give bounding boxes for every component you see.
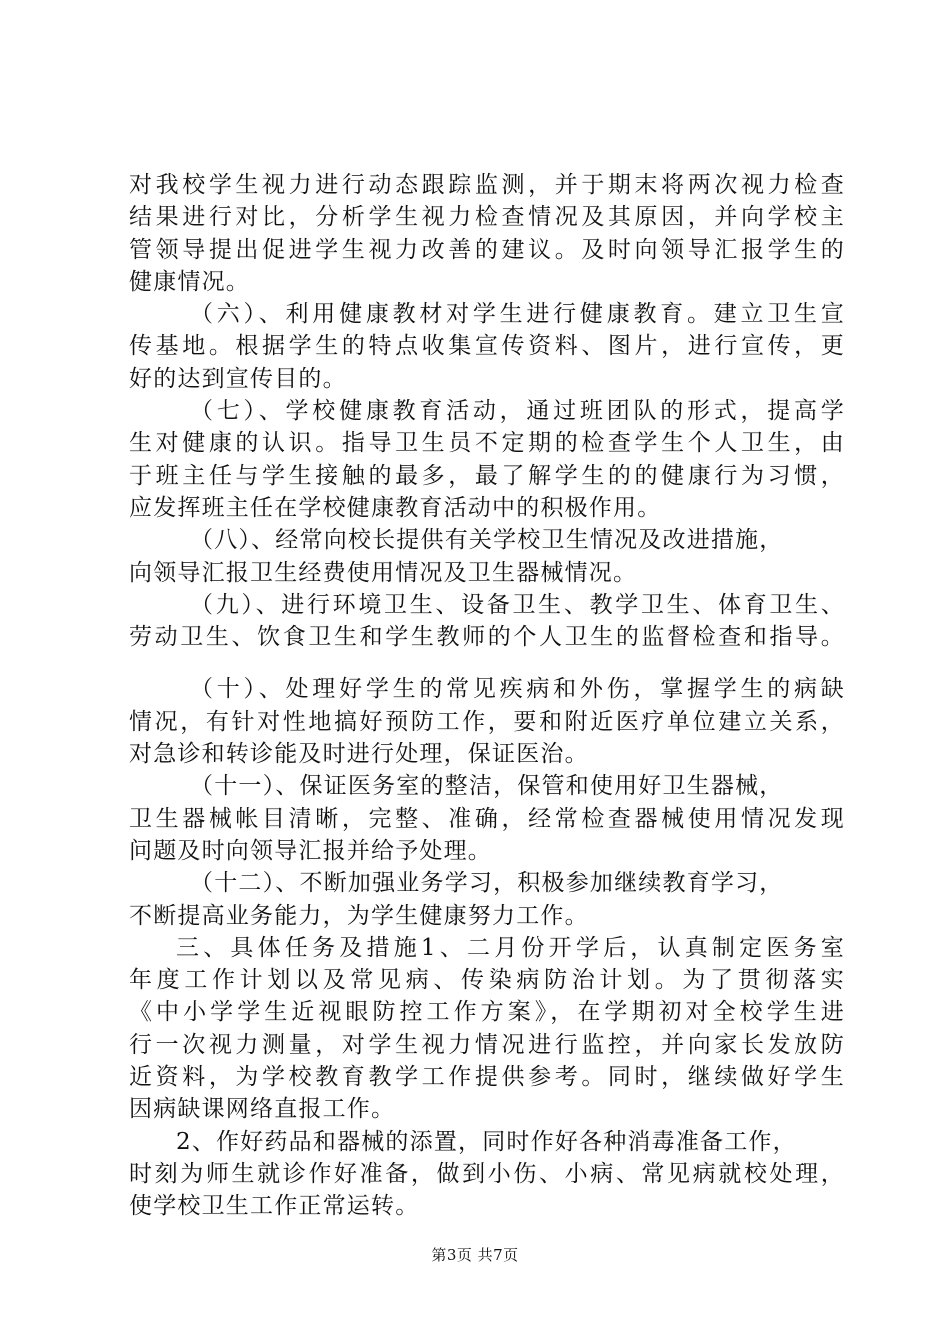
text-line: 管领导提出促进学生视力改善的建议。及时向领导汇报学生的	[129, 236, 845, 263]
text-line: （十一）、保证医务室的整洁，保管和使用好卫生器械，	[190, 773, 784, 800]
text-line: 问题及时向领导汇报并给予处理。	[129, 837, 492, 864]
text-line: 因病缺课网络直报工作。	[129, 1096, 396, 1123]
text-line: 三、具体任务及措施1、二月份开学后，认真制定医务室	[176, 934, 845, 961]
text-line: 劳动卫生、饮食卫生和学生教师的个人卫生的监督检查和指导。	[129, 624, 845, 651]
text-line: 对我校学生视力进行动态跟踪监测，并于期末将两次视力检查	[129, 172, 845, 198]
text-line: （十）、处理好学生的常见疾病和外伤，掌握学生的病缺	[190, 676, 845, 703]
paragraph-gap	[129, 653, 845, 673]
text-line: 好的达到宣传目的。	[129, 365, 347, 392]
text-line: （七）、学校健康教育活动，通过班团队的形式，提高学	[190, 398, 845, 425]
text-line: 《中小学学生近视眼防控工作方案》，在学期初对全校学生进	[129, 999, 845, 1026]
document-body	[129, 169, 845, 1223]
text-line: （六）、利用健康教材对学生进行健康教育。建立卫生宣	[190, 301, 845, 328]
text-line: 行一次视力测量，对学生视力情况进行监控，并向家长发放防	[129, 1031, 845, 1058]
text-line: 近资料，为学校教育教学工作提供参考。同时，继续做好学生	[129, 1064, 845, 1091]
text-line: 结果进行对比，分析学生视力检查情况及其原因，并向学校主	[129, 204, 845, 231]
text-line: 时刻为师生就诊作好准备，做到小伤、小病、常见病就校处理，	[129, 1160, 845, 1187]
text-line: 健康情况。	[129, 268, 250, 295]
text-line: 传基地。根据学生的特点收集宣传资料、图片，进行宣传，更	[129, 333, 845, 360]
text-line: （八）、经常向校长提供有关学校卫生情况及改进措施，	[190, 527, 784, 554]
page-number-footer: 第3页 共7页	[431, 1246, 519, 1264]
text-line: 向领导汇报卫生经费使用情况及卫生器械情况。	[129, 559, 638, 586]
text-line: 2、作好药品和器械的添置，同时作好各种消毒准备工作，	[176, 1128, 797, 1155]
text-line: 生对健康的认识。指导卫生员不定期的检查学生个人卫生，由	[129, 430, 845, 457]
text-line: （十二）、不断加强业务学习，积极参加继续教育学习，	[190, 870, 784, 897]
text-line: 不断提高业务能力，为学生健康努力工作。	[129, 902, 589, 929]
text-line: 使学校卫生工作正常运转。	[129, 1193, 420, 1220]
text-line: 年度工作计划以及常见病、传染病防治计划。为了贯彻落实	[129, 967, 845, 994]
text-line: 卫生器械帐目清晰，完整、准确，经常检查器械使用情况发现	[129, 805, 845, 832]
text-line: 应发挥班主任在学校健康教育活动中的积极作用。	[129, 494, 662, 521]
text-line: （九）、进行环境卫生、设备卫生、教学卫生、体育卫生、	[190, 591, 845, 618]
text-line: 于班主任与学生接触的最多，最了解学生的的健康行为习惯，	[129, 462, 845, 489]
text-line: 情况，有针对性地搞好预防工作，要和附近医疗单位建立关系，	[129, 708, 845, 735]
text-line: 对急诊和转诊能及时进行处理，保证医治。	[129, 741, 589, 768]
